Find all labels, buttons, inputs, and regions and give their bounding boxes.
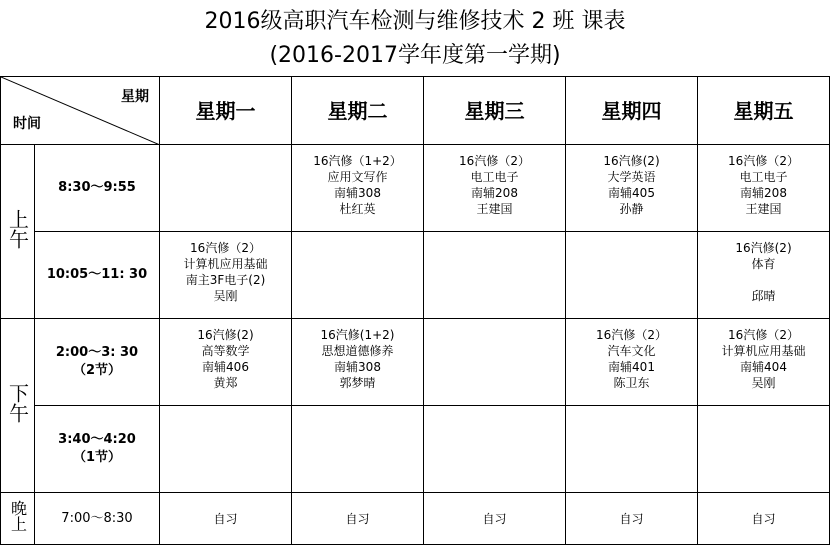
course-cell-fri — [698, 145, 830, 232]
time-slot-2 — [35, 232, 160, 319]
course-cell-tue — [292, 319, 424, 406]
course-line: 计算机应用基础 — [183, 257, 268, 271]
course-line: 郭梦晴 — [339, 376, 376, 390]
page-subtitle: (2016-2017学年度第一学期) — [269, 43, 561, 68]
time-slot-text: 8:30～9:55 — [58, 180, 136, 195]
course-cell-tue — [292, 406, 424, 493]
corner-diagonal — [1, 77, 160, 145]
table-row — [1, 319, 830, 406]
evening-cell-mon: 自习 — [160, 493, 292, 545]
course-line: 邱晴 — [751, 289, 776, 303]
course-cell-mon — [160, 319, 292, 406]
schedule-table — [0, 76, 830, 545]
course-line: 16汽修（1+2） — [313, 154, 402, 168]
course-line: 16汽修（2） — [596, 328, 667, 342]
course-line: 16汽修(2) — [603, 154, 660, 168]
course-cell-tue — [292, 232, 424, 319]
course-line: 16汽修(2) — [197, 328, 254, 342]
period-evening-label: 晚上 — [8, 500, 28, 532]
course-line: 大学英语 — [607, 170, 656, 184]
course-cell-thu — [566, 145, 698, 232]
course-cell-wed — [424, 319, 566, 406]
course-line: 王建国 — [745, 202, 782, 216]
course-cell-fri — [698, 406, 830, 493]
course-line: 王建国 — [476, 202, 513, 216]
evening-cell-fri: 自习 — [698, 493, 830, 545]
course-cell-thu — [566, 406, 698, 493]
header-row — [1, 77, 830, 145]
period-morning — [1, 145, 35, 319]
course-line: 南辅405 — [608, 186, 655, 200]
course-line — [698, 272, 829, 288]
day-header-tue: 星期二 — [292, 77, 424, 145]
table-row — [1, 232, 830, 319]
course-cell-mon — [160, 145, 292, 232]
course-line: 汽车文化 — [607, 344, 656, 358]
course-cell-fri — [698, 232, 830, 319]
course-line: 16汽修（2） — [728, 328, 799, 342]
day-header-wed: 星期三 — [424, 77, 566, 145]
day-header-thu: 星期四 — [566, 77, 698, 145]
time-slot-4 — [35, 406, 160, 493]
evening-cell-thu: 自习 — [566, 493, 698, 545]
course-line: 南辅208 — [740, 186, 787, 200]
corner-cell — [1, 77, 160, 145]
evening-cell-wed: 自习 — [424, 493, 566, 545]
course-line: 南辅308 — [334, 186, 381, 200]
course-line: 高等数学 — [201, 344, 250, 358]
page-title: 2016级高职汽车检测与维修技术 2 班 课表 — [204, 9, 626, 34]
course-line: 南辅404 — [740, 360, 787, 374]
time-slot-note: （1节） — [72, 450, 122, 465]
course-line: 南辅406 — [202, 360, 249, 374]
period-afternoon — [1, 319, 35, 493]
course-line: 16汽修（2） — [190, 241, 261, 255]
table-row — [1, 406, 830, 493]
time-slot-note: （2节） — [72, 363, 122, 378]
time-slot-1 — [35, 145, 160, 232]
course-line: 吴刚 — [751, 376, 776, 390]
course-cell-fri — [698, 319, 830, 406]
course-cell-wed — [424, 406, 566, 493]
course-line: 杜红英 — [339, 202, 376, 216]
course-line: 南辅208 — [471, 186, 518, 200]
course-line: 应用文写作 — [327, 170, 388, 184]
course-line: 南主3F电子(2) — [185, 273, 266, 287]
day-header-mon: 星期一 — [160, 77, 292, 145]
course-cell-thu — [566, 232, 698, 319]
course-line: 陈卫东 — [613, 376, 650, 390]
course-line: 16汽修（2） — [728, 154, 799, 168]
time-slot-evening — [35, 493, 160, 545]
course-line: 16汽修(1+2) — [320, 328, 395, 342]
period-evening — [1, 493, 35, 545]
time-slot-text: 7:00～8:30 — [61, 510, 133, 526]
course-cell-tue — [292, 145, 424, 232]
course-cell-mon — [160, 406, 292, 493]
period-afternoon-label: 下午 — [5, 382, 30, 423]
course-cell-mon — [160, 232, 292, 319]
course-line: 体育 — [751, 257, 776, 271]
time-slot-text: 10:05～11: 30 — [46, 267, 148, 282]
course-line: 电工电子 — [739, 170, 788, 184]
time-slot-text: 2:00～3: 30 — [55, 345, 139, 360]
course-line: 南辅401 — [608, 360, 655, 374]
course-cell-wed — [424, 145, 566, 232]
course-line: 16汽修(2) — [735, 241, 792, 255]
corner-weekday-label: 星期 — [121, 89, 149, 105]
course-line: 吴刚 — [213, 289, 238, 303]
course-line: 思想道德修养 — [321, 344, 394, 358]
evening-row — [1, 493, 830, 545]
table-row — [1, 145, 830, 232]
day-header-fri: 星期五 — [698, 77, 830, 145]
course-line: 孙静 — [619, 202, 644, 216]
course-line: 16汽修（2） — [459, 154, 530, 168]
period-morning-label: 上午 — [5, 208, 30, 249]
course-line: 黄郑 — [213, 376, 238, 390]
course-line: 计算机应用基础 — [721, 344, 806, 358]
course-cell-thu — [566, 319, 698, 406]
time-slot-text: 3:40～4:20 — [58, 432, 136, 447]
course-cell-wed — [424, 232, 566, 319]
corner-time-label: 时间 — [13, 116, 41, 132]
course-line: 电工电子 — [470, 170, 519, 184]
time-slot-3 — [35, 319, 160, 406]
course-line: 南辅308 — [334, 360, 381, 374]
evening-cell-tue: 自习 — [292, 493, 424, 545]
